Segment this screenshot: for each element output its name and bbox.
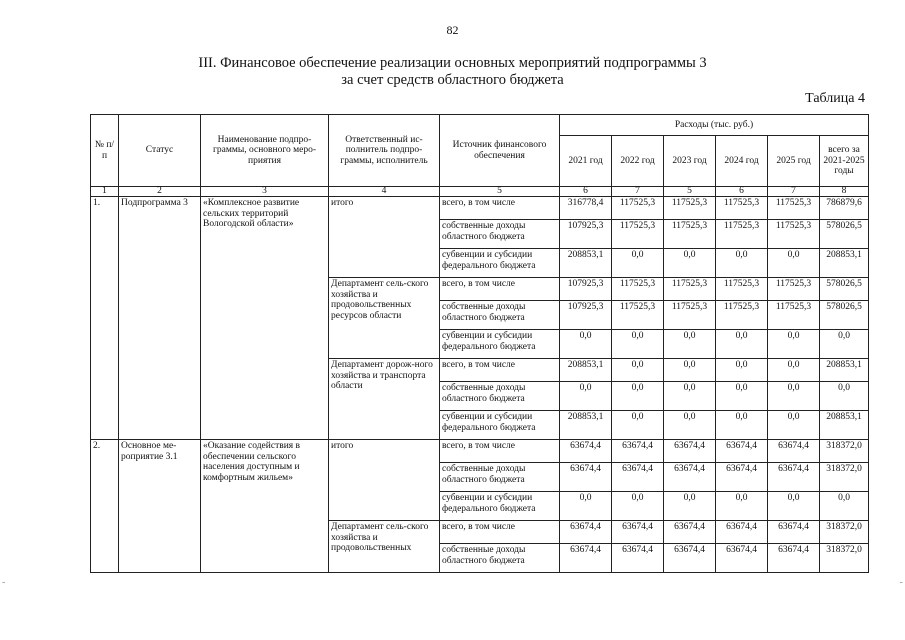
- value-cell: 63674,4: [716, 440, 768, 463]
- value-cell: 63674,4: [716, 544, 768, 573]
- column-index-cell: 7: [612, 187, 664, 197]
- header-year: 2022 год: [612, 136, 664, 187]
- value-cell: 318372,0: [820, 521, 869, 544]
- edge-mark-left: -: [2, 577, 6, 588]
- value-cell: 117525,3: [768, 278, 820, 301]
- value-cell: 0,0: [612, 359, 664, 382]
- row-source: всего, в том числе: [440, 440, 560, 463]
- value-cell: 117525,3: [768, 197, 820, 220]
- header-year-total: всего за 2021-2025 годы: [820, 136, 869, 187]
- column-index-cell: 6: [716, 187, 768, 197]
- header-year: 2024 год: [716, 136, 768, 187]
- title-line-1: III. Финансовое обеспечение реализации основных мероприятий подпрограммы 3: [198, 55, 707, 71]
- value-cell: 107925,3: [560, 220, 612, 249]
- value-cell: 63674,4: [612, 544, 664, 573]
- value-cell: 0,0: [820, 382, 869, 411]
- value-cell: 117525,3: [612, 278, 664, 301]
- row-source: субвенции и субсидии федерального бюджета: [440, 492, 560, 521]
- value-cell: 117525,3: [716, 301, 768, 330]
- column-index-cell: 6: [560, 187, 612, 197]
- value-cell: 117525,3: [768, 220, 820, 249]
- financing-table: [90, 114, 869, 573]
- value-cell: 0,0: [716, 249, 768, 278]
- value-cell: 117525,3: [716, 220, 768, 249]
- row-name: «Оказание содействия в обеспечении сельского населения доступным и комфортным жильем»: [201, 440, 329, 573]
- value-cell: 208853,1: [820, 249, 869, 278]
- value-cell: 63674,4: [612, 440, 664, 463]
- value-cell: 208853,1: [560, 249, 612, 278]
- row-source: собственные доходы областного бюджета: [440, 382, 560, 411]
- value-cell: 0,0: [768, 411, 820, 440]
- column-index-cell: 8: [820, 187, 869, 197]
- header-year: 2025 год: [768, 136, 820, 187]
- row-responsible: Департамент сель-ского хозяйства и продовольственных ресурсов области: [329, 278, 440, 359]
- row-source: субвенции и субсидии федерального бюджета: [440, 249, 560, 278]
- column-index-cell: 3: [201, 187, 329, 197]
- page-number: 82: [446, 23, 459, 37]
- edge-mark-right: -: [899, 577, 903, 588]
- value-cell: 208853,1: [560, 411, 612, 440]
- row-responsible: Департамент дорож-ного хозяйства и транспорта области: [329, 359, 440, 440]
- value-cell: 0,0: [664, 249, 716, 278]
- header-source: Источник финансового обеспечения: [440, 115, 560, 187]
- column-index-row: [91, 187, 869, 197]
- value-cell: 318372,0: [820, 440, 869, 463]
- value-cell: 0,0: [664, 492, 716, 521]
- value-cell: 0,0: [664, 359, 716, 382]
- header-name: Наименование подпро-граммы, основного меро-приятия: [201, 115, 329, 187]
- value-cell: 0,0: [612, 249, 664, 278]
- header-year: 2021 год: [560, 136, 612, 187]
- value-cell: 0,0: [768, 330, 820, 359]
- value-cell: 0,0: [612, 411, 664, 440]
- table-label: Таблица 4: [805, 91, 865, 106]
- value-cell: 117525,3: [664, 278, 716, 301]
- header-expenses: Расходы (тыс. руб.): [560, 115, 869, 136]
- header-responsible: Ответственный ис-полнитель подпро-граммы, исполнитель: [329, 115, 440, 187]
- value-cell: 318372,0: [820, 544, 869, 573]
- value-cell: 578026,5: [820, 278, 869, 301]
- value-cell: 117525,3: [612, 197, 664, 220]
- column-index-cell: 2: [119, 187, 201, 197]
- value-cell: 0,0: [716, 492, 768, 521]
- header-year: 2023 год: [664, 136, 716, 187]
- row-source: всего, в том числе: [440, 521, 560, 544]
- value-cell: 0,0: [664, 411, 716, 440]
- row-source: всего, в том числе: [440, 197, 560, 220]
- value-cell: 0,0: [820, 492, 869, 521]
- value-cell: 117525,3: [664, 301, 716, 330]
- value-cell: 0,0: [612, 492, 664, 521]
- value-cell: 0,0: [768, 249, 820, 278]
- value-cell: 63674,4: [768, 544, 820, 573]
- value-cell: 63674,4: [768, 521, 820, 544]
- value-cell: 107925,3: [560, 278, 612, 301]
- value-cell: 0,0: [768, 359, 820, 382]
- header-status: Статус: [119, 115, 201, 187]
- row-name: «Комплексное развитие сельских территорий Вологодской области»: [201, 197, 329, 440]
- value-cell: 117525,3: [768, 301, 820, 330]
- row-responsible: итого: [329, 440, 440, 521]
- value-cell: 117525,3: [664, 197, 716, 220]
- value-cell: 117525,3: [612, 301, 664, 330]
- value-cell: 0,0: [560, 382, 612, 411]
- row-source: собственные доходы областного бюджета: [440, 463, 560, 492]
- row-source: собственные доходы областного бюджета: [440, 301, 560, 330]
- column-index-cell: 5: [664, 187, 716, 197]
- column-index-cell: 4: [329, 187, 440, 197]
- value-cell: 117525,3: [664, 220, 716, 249]
- value-cell: 63674,4: [560, 544, 612, 573]
- value-cell: 0,0: [716, 330, 768, 359]
- value-cell: 0,0: [560, 492, 612, 521]
- value-cell: 63674,4: [560, 440, 612, 463]
- row-source: собственные доходы областного бюджета: [440, 544, 560, 573]
- value-cell: 208853,1: [820, 359, 869, 382]
- row-source: субвенции и субсидии федерального бюджета: [440, 330, 560, 359]
- value-cell: 63674,4: [560, 521, 612, 544]
- value-cell: 63674,4: [664, 463, 716, 492]
- value-cell: 63674,4: [716, 463, 768, 492]
- value-cell: 786879,6: [820, 197, 869, 220]
- row-status: Основное ме-роприятие 3.1: [119, 440, 201, 573]
- value-cell: 0,0: [716, 359, 768, 382]
- value-cell: 63674,4: [560, 463, 612, 492]
- value-cell: 578026,5: [820, 301, 869, 330]
- value-cell: 0,0: [768, 492, 820, 521]
- value-cell: 0,0: [716, 382, 768, 411]
- row-source: собственные доходы областного бюджета: [440, 220, 560, 249]
- row-source: всего, в том числе: [440, 278, 560, 301]
- value-cell: 63674,4: [612, 521, 664, 544]
- title-line-2: за счет средств областного бюджета: [341, 72, 564, 88]
- row-responsible: Департамент сель-ского хозяйства и продовольственных: [329, 521, 440, 573]
- value-cell: 0,0: [560, 330, 612, 359]
- value-cell: 208853,1: [820, 411, 869, 440]
- value-cell: 208853,1: [560, 359, 612, 382]
- row-responsible: итого: [329, 197, 440, 278]
- header-row-top: [91, 115, 869, 136]
- row-source: субвенции и субсидии федерального бюджета: [440, 411, 560, 440]
- value-cell: 316778,4: [560, 197, 612, 220]
- value-cell: 0,0: [612, 382, 664, 411]
- value-cell: 117525,3: [716, 197, 768, 220]
- row-status: Подпрограмма 3: [119, 197, 201, 440]
- value-cell: 63674,4: [612, 463, 664, 492]
- document-title: [0, 55, 905, 89]
- column-index-cell: 5: [440, 187, 560, 197]
- row-number: 2.: [91, 440, 119, 573]
- column-index-cell: 7: [768, 187, 820, 197]
- header-num: № п/п: [91, 115, 119, 187]
- value-cell: 578026,5: [820, 220, 869, 249]
- table-row: [91, 440, 869, 463]
- value-cell: 0,0: [612, 330, 664, 359]
- value-cell: 0,0: [664, 382, 716, 411]
- value-cell: 0,0: [716, 411, 768, 440]
- value-cell: 318372,0: [820, 463, 869, 492]
- row-source: всего, в том числе: [440, 359, 560, 382]
- value-cell: 63674,4: [768, 440, 820, 463]
- value-cell: 63674,4: [664, 544, 716, 573]
- value-cell: 63674,4: [664, 521, 716, 544]
- value-cell: 0,0: [768, 382, 820, 411]
- column-index-cell: 1: [91, 187, 119, 197]
- value-cell: 63674,4: [768, 463, 820, 492]
- value-cell: 0,0: [820, 330, 869, 359]
- value-cell: 63674,4: [664, 440, 716, 463]
- row-number: 1.: [91, 197, 119, 440]
- value-cell: 107925,3: [560, 301, 612, 330]
- value-cell: 63674,4: [716, 521, 768, 544]
- value-cell: 117525,3: [716, 278, 768, 301]
- value-cell: 0,0: [664, 330, 716, 359]
- table-row: [91, 197, 869, 220]
- value-cell: 117525,3: [612, 220, 664, 249]
